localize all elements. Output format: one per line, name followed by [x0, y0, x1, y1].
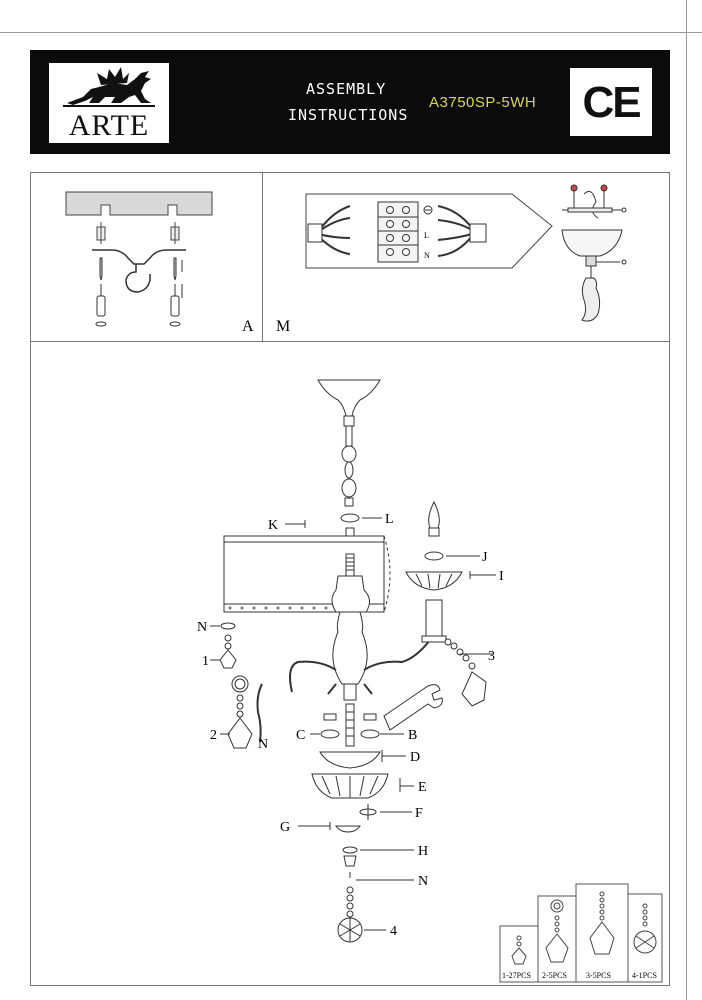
- earth-icon: [424, 206, 432, 214]
- model-number: A3750SP-5WH: [429, 94, 537, 111]
- ring-b: [361, 730, 404, 738]
- terminal-block-icon: [378, 202, 418, 262]
- threaded-rod-lower: [346, 704, 354, 746]
- crystal-drop-2: [220, 676, 252, 748]
- count-label-1: 1-27PCS: [502, 971, 531, 980]
- title-instructions: INSTRUCTIONS: [288, 106, 409, 124]
- canopy-detail-icon: [562, 185, 626, 321]
- central-column: [332, 576, 370, 700]
- crystal-chain-3: [445, 639, 492, 706]
- ring-j: [425, 552, 480, 560]
- bulb: [429, 502, 440, 536]
- terminal-label-l: L: [424, 231, 429, 240]
- label-n-top: N: [197, 620, 208, 635]
- label-i: I: [499, 569, 504, 584]
- label-g: G: [280, 820, 291, 835]
- ring-c: [310, 730, 339, 738]
- mounting-bracket-icon: [92, 250, 186, 292]
- header-bar: [30, 50, 670, 154]
- chain: [342, 426, 356, 506]
- panel-label-m: M: [276, 318, 291, 335]
- screwdriver-left-icon: [96, 284, 106, 326]
- brand-name: ARTE: [68, 109, 150, 142]
- page-right-rule: [686, 0, 687, 1000]
- panel-label-a: A: [242, 318, 254, 335]
- s-hook: [258, 684, 263, 742]
- label-d: D: [410, 750, 421, 765]
- mounting-hardware-diagram: [30, 172, 262, 341]
- label-n-mid: N: [258, 737, 269, 752]
- ring-n-top: [210, 623, 235, 629]
- wiring-diagram: [262, 172, 670, 341]
- brand-logo: [49, 63, 169, 143]
- crystal-count-legend: [496, 882, 666, 986]
- ceiling-canopy: [318, 380, 380, 426]
- page-top-rule: [0, 32, 702, 33]
- label-1: 1: [202, 654, 209, 669]
- label-k: K: [268, 518, 279, 533]
- screwdriver-right-icon: [170, 284, 182, 326]
- candle-sleeve: [422, 600, 446, 642]
- label-h: H: [418, 844, 429, 859]
- count-label-4: 4-1PCS: [632, 971, 657, 980]
- crystal-drop-1: [210, 635, 236, 668]
- wall-anchor-left-icon: [97, 222, 105, 244]
- bowl-e: [312, 774, 414, 798]
- wall-anchor-right-icon: [171, 222, 179, 244]
- label-n-bottom: N: [418, 874, 429, 889]
- label-3: 3: [488, 649, 495, 664]
- screw-right-icon: [174, 258, 182, 280]
- label-b: B: [408, 728, 418, 743]
- threaded-rod: [346, 554, 354, 576]
- lion-icon: [49, 63, 169, 109]
- terminal-label-n: N: [424, 251, 430, 260]
- screw-left-icon: [100, 258, 102, 280]
- label-4: 4: [390, 924, 397, 939]
- label-l: L: [385, 512, 394, 527]
- ring-f: [360, 804, 412, 820]
- label-j: J: [482, 550, 488, 565]
- count-label-3: 3-5PCS: [586, 971, 611, 980]
- label-2: 2: [210, 728, 217, 743]
- bobeche-i: [406, 571, 496, 590]
- title-assembly: ASSEMBLY: [306, 80, 387, 98]
- ce-mark: [570, 68, 652, 136]
- ring-l: [341, 514, 382, 522]
- label-e: E: [418, 780, 427, 795]
- crystal-ball-4: [338, 887, 386, 942]
- count-label-2: 2-5PCS: [542, 971, 567, 980]
- wrench-icon: [384, 685, 442, 730]
- label-c: C: [296, 728, 306, 743]
- cap-g: [298, 822, 360, 832]
- label-f: F: [415, 806, 423, 821]
- ce-mark-text: CE: [582, 78, 640, 127]
- bowl-d: [320, 750, 406, 768]
- finial-h: [343, 847, 414, 866]
